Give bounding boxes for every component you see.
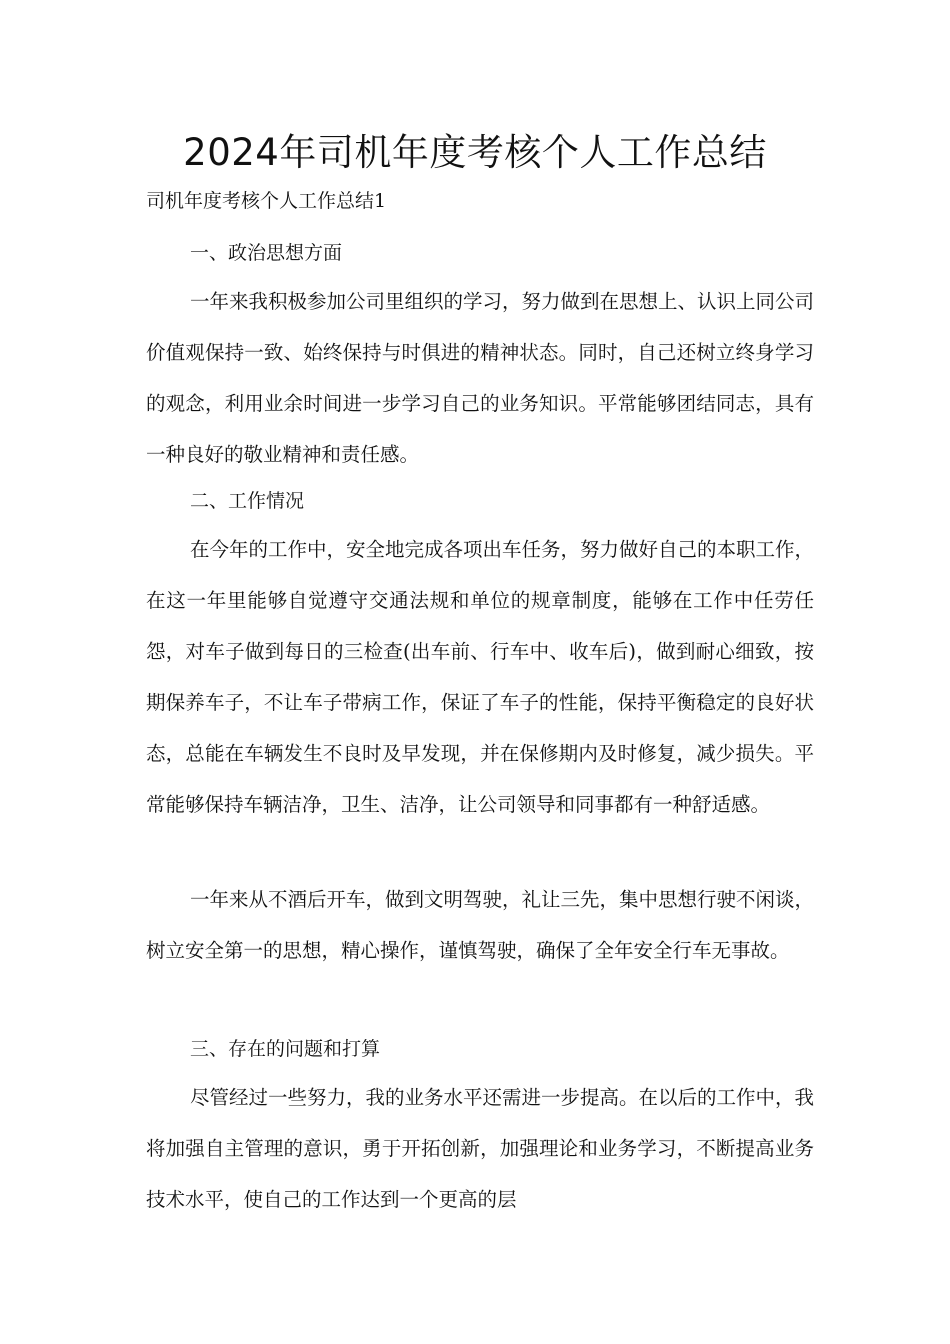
document-title: 2024年司机年度考核个人工作总结 — [183, 131, 767, 174]
paragraph-work-2: 一年来从不酒后开车，做到文明驾驶，礼让三先，集中思想行驶不闲谈，树立安全第一的思想，精心操作，谨慎驾驶，确保了全年安全行车无事故。 — [146, 888, 815, 962]
section-heading-politics: 一、政治思想方面 — [190, 242, 343, 264]
paragraph-work-1: 在今年的工作中，安全地完成各项出车任务，努力做好自己的本职工作，在这一年里能够自觉遵守交通法规和单位的规章制度，能够在工作中任劳任怨，对车子做到每日的三检查(出车前、行车中、收车后)，做到耐心细致，按期保养车子，不让车子带病工作，保证了车子的性能，保持平衡稳定的良好状态，总能在车辆发生不良时及早发现，并在保修期内及时修复，减少损失。平常能够保持车辆洁净，卫生、洁净，让公司领导和同事都有一种舒适感。 — [146, 538, 815, 816]
document-subtitle: 司机年度考核个人工作总结1 — [146, 190, 387, 212]
section-heading-problems: 三、存在的问题和打算 — [190, 1038, 381, 1060]
paragraph-politics: 一年来我积极参加公司里组织的学习，努力做到在思想上、认识上同公司价值观保持一致、始终保持与时俱进的精神状态。同时，自己还树立终身学习的观念，利用业余时间进一步学习自己的业务知识。平常能够团结同志，具有一种良好的敬业精神和责任感。 — [146, 290, 815, 466]
paragraph-problems: 尽管经过一些努力，我的业务水平还需进一步提高。在以后的工作中，我将加强自主管理的意识，勇于开拓创新，加强理论和业务学习，不断提高业务技术水平，使自己的工作达到一个更高的层 — [146, 1086, 815, 1211]
section-heading-work: 二、工作情况 — [190, 490, 305, 512]
